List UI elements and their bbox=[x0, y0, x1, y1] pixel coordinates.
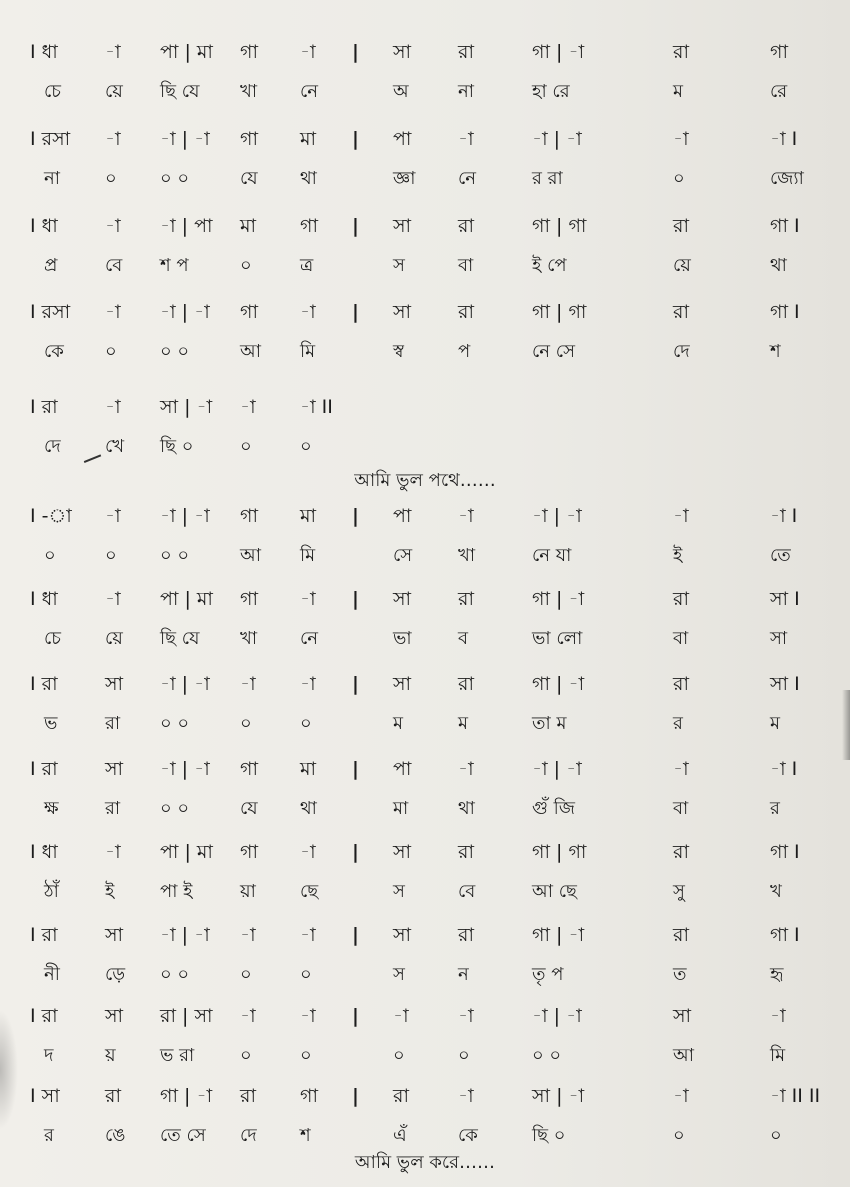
swara-note: -া | -া bbox=[532, 758, 582, 780]
lyric-syllable: দে bbox=[240, 1125, 257, 1146]
lyric-syllable: জ্যো bbox=[770, 168, 804, 189]
swara-note: -া | -া bbox=[160, 505, 210, 527]
swara-note: সা bbox=[105, 924, 124, 946]
lyric-syllable: রে bbox=[770, 81, 788, 102]
lyric-syllable: চে bbox=[44, 628, 62, 649]
lyric-syllable: ০ bbox=[44, 545, 56, 566]
bar-line: | bbox=[352, 924, 359, 946]
swara-note: I -া bbox=[30, 505, 72, 527]
swara-note: -া | -া bbox=[160, 758, 210, 780]
lyric-syllable: দে bbox=[44, 436, 61, 457]
swara-note: রা bbox=[673, 215, 689, 237]
swara-note: গা | -া bbox=[532, 41, 585, 63]
lyric-syllable: ০ ০ bbox=[160, 545, 190, 566]
swara-note: I ধা bbox=[30, 841, 58, 863]
lyric-syllable: র bbox=[44, 1125, 54, 1146]
lyric-syllable: ছি ০ bbox=[532, 1125, 566, 1146]
lyric-syllable: র রা bbox=[532, 168, 563, 189]
bar-line: | bbox=[352, 758, 359, 780]
swara-note: গা | গা bbox=[532, 215, 587, 237]
lyric-syllable: তে সে bbox=[160, 1125, 206, 1146]
lyric-row bbox=[0, 625, 850, 661]
swara-note: সা bbox=[105, 1005, 124, 1027]
swara-note: -া bbox=[240, 396, 256, 418]
swara-note: -া | -া bbox=[160, 128, 210, 150]
swara-row bbox=[0, 1002, 850, 1038]
swara-note: গা bbox=[240, 841, 258, 863]
swara-row bbox=[0, 38, 850, 74]
lyric-syllable: ০ ০ bbox=[160, 964, 190, 985]
lyric-syllable: ভা লো bbox=[532, 628, 583, 649]
swara-note: রা bbox=[673, 41, 689, 63]
lyric-syllable: ০ ০ bbox=[160, 168, 190, 189]
lyric-syllable: ম bbox=[393, 713, 403, 734]
lyric-syllable: আ bbox=[240, 545, 261, 566]
lyric-syllable: স bbox=[393, 881, 405, 902]
lyric-syllable: যে bbox=[240, 168, 258, 189]
lyric-syllable: স bbox=[393, 255, 405, 276]
lyric-syllable: প্র bbox=[44, 255, 58, 276]
lyric-syllable: তৃ প bbox=[532, 964, 564, 985]
swara-note: -া bbox=[673, 1085, 689, 1107]
lyric-syllable: কে bbox=[458, 1125, 478, 1146]
swara-note: -া bbox=[105, 841, 121, 863]
swara-note: -া I bbox=[770, 505, 798, 527]
swara-note: সা bbox=[673, 1005, 692, 1027]
swara-note: -া bbox=[105, 215, 121, 237]
lyric-syllable: না bbox=[458, 81, 474, 102]
swara-note: -া | -া bbox=[160, 673, 210, 695]
swara-row bbox=[0, 755, 850, 791]
lyric-syllable: ড়ে bbox=[105, 964, 126, 985]
swara-row bbox=[0, 585, 850, 621]
lyric-syllable: য়ে bbox=[673, 255, 691, 276]
lyric-syllable: র bbox=[770, 798, 780, 819]
lyric-syllable: য় bbox=[105, 1045, 116, 1066]
lyric-syllable: ভা bbox=[393, 628, 412, 649]
lyric-syllable: ০ ০ bbox=[532, 1045, 562, 1066]
swara-note: পা bbox=[393, 505, 412, 527]
swara-row bbox=[0, 838, 850, 874]
lyric-syllable: হা রে bbox=[532, 81, 570, 102]
bar-line: | bbox=[352, 215, 359, 237]
swara-note: পা | মা bbox=[160, 588, 213, 610]
swara-note: পা | মা bbox=[160, 841, 213, 863]
bar-line: | bbox=[352, 1085, 359, 1107]
swara-note: রা bbox=[458, 588, 474, 610]
bar-line: | bbox=[352, 588, 359, 610]
lyric-row bbox=[0, 78, 850, 114]
lyric-syllable: খা bbox=[240, 628, 258, 649]
swara-note: গা bbox=[240, 128, 258, 150]
swara-note: গা | গা bbox=[532, 841, 587, 863]
lyric-syllable: ০ bbox=[240, 964, 252, 985]
lyric-syllable: সা bbox=[770, 628, 788, 649]
swara-row bbox=[0, 502, 850, 538]
lyric-syllable: য়ে bbox=[105, 628, 123, 649]
swara-row bbox=[0, 298, 850, 334]
lyric-syllable: খে bbox=[105, 436, 125, 457]
swara-note: -া bbox=[673, 128, 689, 150]
lyric-syllable: প bbox=[458, 341, 471, 362]
swara-note: -া bbox=[458, 1005, 474, 1027]
swara-note: রা | সা bbox=[160, 1005, 213, 1027]
swara-row bbox=[0, 1082, 850, 1118]
lyric-syllable: স্ব bbox=[393, 341, 404, 362]
lyric-syllable: নী bbox=[44, 964, 60, 985]
lyric-syllable: থা bbox=[770, 255, 787, 276]
swara-note: মা bbox=[300, 128, 317, 150]
lyric-syllable: সু bbox=[673, 881, 685, 902]
swara-note: রা bbox=[673, 924, 689, 946]
swara-note: সা I bbox=[770, 673, 800, 695]
lyric-syllable: ক্ষ bbox=[44, 798, 59, 819]
swara-note: -া | -া bbox=[160, 924, 210, 946]
bar-line: | bbox=[352, 841, 359, 863]
bar-line: | bbox=[352, 301, 359, 323]
swara-note: -া bbox=[105, 396, 121, 418]
swara-note: পা bbox=[393, 758, 412, 780]
lyric-syllable: অ bbox=[393, 81, 409, 102]
swara-note: রা bbox=[105, 1085, 121, 1107]
swara-note: I রা bbox=[30, 1005, 58, 1027]
swara-note: -া I bbox=[770, 128, 798, 150]
swara-note: গা I bbox=[770, 924, 800, 946]
lyric-syllable: শ bbox=[770, 341, 781, 362]
section-heading: আমি ভুল পথে…… bbox=[354, 470, 496, 491]
lyric-syllable: নে সে bbox=[532, 341, 575, 362]
lyric-syllable: মি bbox=[770, 1045, 786, 1066]
bar-line: | bbox=[352, 505, 359, 527]
swara-note: মা bbox=[300, 505, 317, 527]
lyric-syllable: থা bbox=[300, 798, 317, 819]
lyric-syllable: ০ bbox=[105, 545, 117, 566]
lyric-syllable: নে bbox=[300, 628, 319, 649]
swara-note: -া bbox=[393, 1005, 409, 1027]
lyric-syllable: বা bbox=[458, 255, 474, 276]
swara-note: রা bbox=[673, 301, 689, 323]
lyric-syllable: ০ bbox=[240, 1045, 252, 1066]
lyric-syllable: ০ bbox=[458, 1045, 470, 1066]
swara-note: -া | -া bbox=[532, 128, 582, 150]
swara-note: -া bbox=[458, 505, 474, 527]
swara-note: -া bbox=[105, 301, 121, 323]
lyric-syllable: খা bbox=[458, 545, 476, 566]
lyric-syllable: সে bbox=[393, 545, 413, 566]
swara-note: সা bbox=[393, 841, 412, 863]
lyric-syllable: এঁ bbox=[393, 1125, 407, 1146]
swara-note: I রা bbox=[30, 673, 58, 695]
bar-line: | bbox=[352, 41, 359, 63]
lyric-syllable: ০ ০ bbox=[160, 798, 190, 819]
lyric-syllable: ছে bbox=[300, 881, 319, 902]
swara-note: I সা bbox=[30, 1085, 60, 1107]
lyric-syllable: ছি যে bbox=[160, 81, 200, 102]
swara-note: I রা bbox=[30, 758, 58, 780]
lyric-syllable: ০ bbox=[240, 255, 252, 276]
lyric-syllable: রা bbox=[105, 713, 121, 734]
lyric-syllable: ০ bbox=[240, 713, 252, 734]
bar-line: | bbox=[352, 128, 359, 150]
swara-note: -া | -া bbox=[532, 505, 582, 527]
lyric-syllable: র bbox=[673, 713, 683, 734]
swara-note: রা bbox=[458, 924, 474, 946]
swara-note: গা bbox=[240, 588, 258, 610]
swara-note: -া bbox=[458, 128, 474, 150]
lyric-row bbox=[0, 1042, 850, 1078]
swara-note: গা bbox=[240, 505, 258, 527]
swara-note: -া II II bbox=[770, 1085, 821, 1107]
swara-note: রা bbox=[673, 673, 689, 695]
lyric-syllable: বে bbox=[458, 881, 476, 902]
lyric-syllable: স bbox=[393, 964, 405, 985]
lyric-syllable: ০ bbox=[105, 168, 117, 189]
swara-note: -া bbox=[240, 1005, 256, 1027]
lyric-row bbox=[0, 338, 850, 374]
swara-note: সা I bbox=[770, 588, 800, 610]
swara-note: রা bbox=[458, 41, 474, 63]
lyric-syllable: ত bbox=[673, 964, 687, 985]
lyric-syllable: মা bbox=[393, 798, 409, 819]
lyric-syllable: থা bbox=[458, 798, 475, 819]
section-heading: আমি ভুল করে…… bbox=[354, 1152, 496, 1173]
lyric-syllable: ম bbox=[458, 713, 468, 734]
swara-row bbox=[0, 670, 850, 706]
lyric-syllable: তে bbox=[770, 545, 791, 566]
lyric-syllable: খ bbox=[770, 881, 782, 902]
lyric-syllable: ছি ০ bbox=[160, 436, 194, 457]
swara-note: -া bbox=[240, 924, 256, 946]
swara-note: রা bbox=[240, 1085, 256, 1107]
lyric-syllable: শ প bbox=[160, 255, 189, 276]
swara-note: সা bbox=[393, 588, 412, 610]
lyric-syllable: দ bbox=[44, 1045, 54, 1066]
swara-note: -া bbox=[300, 673, 316, 695]
swara-note: I রা bbox=[30, 396, 58, 418]
swara-note: পা | মা bbox=[160, 41, 213, 63]
lyric-syllable: ০ ০ bbox=[160, 341, 190, 362]
swara-note: -া bbox=[770, 1005, 786, 1027]
lyric-syllable: ব bbox=[458, 628, 469, 649]
swara-note: -া bbox=[300, 1005, 316, 1027]
swara-note: গা bbox=[240, 41, 258, 63]
lyric-syllable: দে bbox=[673, 341, 690, 362]
swara-note: সা bbox=[105, 673, 124, 695]
lyric-syllable: মি bbox=[300, 545, 316, 566]
lyric-syllable: বে bbox=[105, 255, 123, 276]
swara-note: গা | গা bbox=[532, 301, 587, 323]
swara-note: -া bbox=[458, 1085, 474, 1107]
swara-note: রা bbox=[458, 673, 474, 695]
lyric-syllable: খা bbox=[240, 81, 258, 102]
swara-note: গা I bbox=[770, 841, 800, 863]
swara-note: রা bbox=[458, 215, 474, 237]
lyric-syllable: ০ bbox=[393, 1045, 405, 1066]
lyric-syllable: ০ bbox=[240, 436, 252, 457]
swara-note: রা bbox=[673, 588, 689, 610]
swara-note: গা bbox=[770, 41, 788, 63]
swara-note: I ধা bbox=[30, 41, 58, 63]
swara-note: সা | -া bbox=[160, 396, 213, 418]
lyric-row bbox=[0, 542, 850, 578]
swara-note: -া | -া bbox=[160, 301, 210, 323]
lyric-syllable: ০ bbox=[673, 1125, 685, 1146]
lyric-syllable: ০ bbox=[300, 1045, 312, 1066]
lyric-syllable: ঙে bbox=[105, 1125, 126, 1146]
swara-note: রা bbox=[458, 841, 474, 863]
swara-note: -া bbox=[300, 841, 316, 863]
swara-note: গা | -া bbox=[532, 588, 585, 610]
lyric-syllable: ০ bbox=[673, 168, 685, 189]
swara-note: সা bbox=[105, 758, 124, 780]
lyric-syllable: নে bbox=[300, 81, 319, 102]
lyric-syllable: থা bbox=[300, 168, 317, 189]
lyric-syllable: জ্ঞা bbox=[393, 168, 416, 189]
swara-note: -া bbox=[105, 505, 121, 527]
lyric-syllable: তা ম bbox=[532, 713, 567, 734]
swara-note: I রা bbox=[30, 924, 58, 946]
lyric-syllable: ০ bbox=[300, 964, 312, 985]
lyric-syllable: ই bbox=[673, 545, 683, 566]
swara-row bbox=[0, 393, 850, 429]
swara-note: গা | -া bbox=[160, 1085, 213, 1107]
lyric-syllable: ম bbox=[673, 81, 683, 102]
lyric-syllable: ন bbox=[458, 964, 469, 985]
swara-note: গা bbox=[300, 215, 318, 237]
lyric-row bbox=[0, 878, 850, 914]
lyric-row bbox=[0, 710, 850, 746]
lyric-syllable: ত্র bbox=[300, 255, 314, 276]
lyric-syllable: ভ রা bbox=[160, 1045, 195, 1066]
lyric-syllable: য়া bbox=[240, 881, 256, 902]
swara-row bbox=[0, 921, 850, 957]
lyric-syllable: ০ ০ bbox=[160, 713, 190, 734]
swara-note: গা bbox=[240, 758, 258, 780]
lyric-syllable: কে bbox=[44, 341, 64, 362]
swara-note: গা bbox=[300, 1085, 318, 1107]
swara-note: -া bbox=[673, 758, 689, 780]
swara-note: মা bbox=[300, 758, 317, 780]
swara-note: -া bbox=[673, 505, 689, 527]
lyric-syllable: নে bbox=[458, 168, 477, 189]
swara-note: I ধা bbox=[30, 215, 58, 237]
bar-line: | bbox=[352, 1005, 359, 1027]
swara-note: I ধা bbox=[30, 588, 58, 610]
swara-note: সা bbox=[393, 41, 412, 63]
swara-note: গা I bbox=[770, 301, 800, 323]
lyric-syllable: না bbox=[44, 168, 60, 189]
lyric-syllable: ০ bbox=[300, 436, 312, 457]
swara-note: -া bbox=[300, 301, 316, 323]
lyric-syllable: ০ bbox=[770, 1125, 782, 1146]
lyric-syllable: আ bbox=[673, 1045, 694, 1066]
lyric-row bbox=[0, 795, 850, 831]
swara-note: -া bbox=[105, 41, 121, 63]
swara-note: -া bbox=[300, 924, 316, 946]
lyric-syllable: আ ছে bbox=[532, 881, 577, 902]
swara-note: গা | -া bbox=[532, 924, 585, 946]
lyric-row bbox=[0, 165, 850, 201]
lyric-row bbox=[0, 961, 850, 997]
lyric-syllable: ই পে bbox=[532, 255, 567, 276]
swara-note: I রসা bbox=[30, 301, 71, 323]
swara-note: গা bbox=[240, 301, 258, 323]
lyric-syllable: পা ই bbox=[160, 881, 193, 902]
swara-note: সা bbox=[393, 215, 412, 237]
lyric-syllable: বা bbox=[673, 628, 689, 649]
lyric-syllable: গুঁ জি bbox=[532, 798, 575, 819]
lyric-syllable: শ bbox=[300, 1125, 311, 1146]
swara-note: রা bbox=[393, 1085, 409, 1107]
swara-note: -া bbox=[105, 128, 121, 150]
lyric-syllable: রা bbox=[105, 798, 121, 819]
swara-note: সা bbox=[393, 673, 412, 695]
lyric-syllable: মি bbox=[300, 341, 316, 362]
lyric-syllable: ০ bbox=[300, 713, 312, 734]
swara-note: সা bbox=[393, 924, 412, 946]
lyric-syllable: ০ bbox=[105, 341, 117, 362]
lyric-syllable: বা bbox=[673, 798, 689, 819]
lyric-syllable: আ bbox=[240, 341, 261, 362]
swara-note: -া bbox=[300, 588, 316, 610]
swara-note: -া | পা bbox=[160, 215, 213, 237]
lyric-syllable: চে bbox=[44, 81, 62, 102]
swara-note: -া bbox=[458, 758, 474, 780]
swara-note: গা I bbox=[770, 215, 800, 237]
swara-note: I রসা bbox=[30, 128, 71, 150]
lyric-syllable: ঠাঁ bbox=[44, 881, 59, 902]
swara-note: -া I bbox=[770, 758, 798, 780]
swara-note: -া bbox=[240, 673, 256, 695]
swara-note: সা | -া bbox=[532, 1085, 585, 1107]
swara-note: পা bbox=[393, 128, 412, 150]
swara-note: -া bbox=[300, 41, 316, 63]
swara-note: সা bbox=[393, 301, 412, 323]
lyric-syllable: ছি যে bbox=[160, 628, 200, 649]
lyric-syllable: হৃ bbox=[770, 964, 784, 985]
lyric-syllable: ই bbox=[105, 881, 115, 902]
swara-row bbox=[0, 125, 850, 161]
swara-note: গা | -া bbox=[532, 673, 585, 695]
swara-note: -া bbox=[105, 588, 121, 610]
lyric-syllable: ম bbox=[770, 713, 780, 734]
lyric-row bbox=[0, 433, 850, 469]
swara-note: রা bbox=[673, 841, 689, 863]
swara-note: রা bbox=[458, 301, 474, 323]
lyric-syllable: ভ bbox=[44, 713, 58, 734]
swara-note: -া | -া bbox=[532, 1005, 582, 1027]
swara-note: মা bbox=[240, 215, 257, 237]
swara-note: -া II bbox=[300, 396, 333, 418]
lyric-syllable: যে bbox=[240, 798, 258, 819]
swara-row bbox=[0, 212, 850, 248]
lyric-syllable: য়ে bbox=[105, 81, 123, 102]
bar-line: | bbox=[352, 673, 359, 695]
lyric-row bbox=[0, 252, 850, 288]
lyric-syllable: নে যা bbox=[532, 545, 572, 566]
